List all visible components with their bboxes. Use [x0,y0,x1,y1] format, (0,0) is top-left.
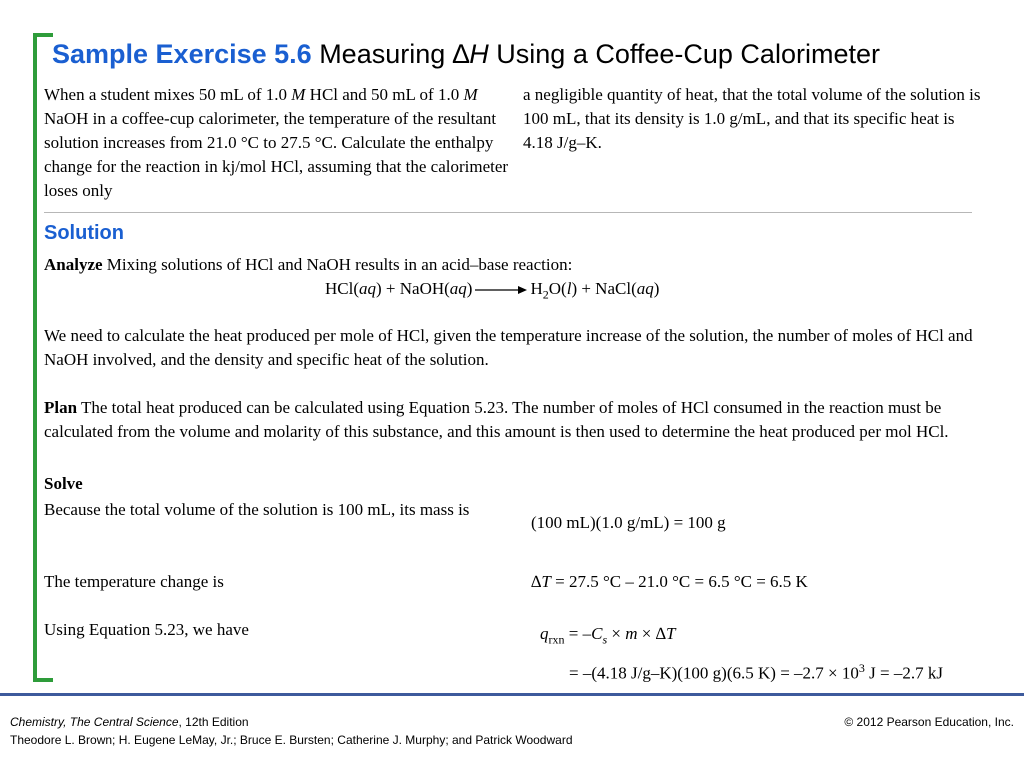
solve-step-1-equation: (100 mL)(1.0 g/mL) = 100 g [531,513,726,532]
solve-step-4-equation: = –(4.18 J/g–K)(100 g)(6.5 $K) = -2.7 \times 10^3$ J = –2.7 kJ [569,661,943,683]
problem-text-column-1: When a student mixes 50 mL of 1.0 M HCl and 50 mL of 1.0 M NaOH in a coffee-cup calorimeter, the temperature of the resultant solution increases from 21.0 °C to 27.5 °C. Calculate the enthalpy change for the reaction in kj/mol HCl, assuming that the calorimeter loses only [44,85,509,200]
divider [44,212,972,213]
page-title [52,39,880,70]
footer-authors: Theodore L. Brown; H. Eugene LeMay, Jr.; Bruce E. Bursten; Catherine J. Murphy; and Patrick Woodward [10,733,573,747]
solve-step-2-equation: ∆T = 27.5 °C – 21.0 °C = 6.5 °C = 6.5 K [531,572,808,591]
reaction-equation: HCl(aq) + NaOH(aq) $H_2O(l)$ + NaCl(aq) [325,279,660,302]
need-paragraph: We need to calculate the heat produced per mole of HCl, given the temperature increase of the solution, the number of moles of HCl and NaOH involved, and the density and specific heat of the solution. [44,326,973,369]
exercise-label: Sample Exercise 5.6 [52,39,312,69]
solve-step-3-equation: $q_{rxn} = -C_s \times m \times \Delta T$ [540,624,676,647]
solve-step-1-text: Because the total volume of the solution is 100 mL, its mass is [44,500,470,519]
plan-paragraph: Plan The total heat produced can be calculated using Equation 5.23. The number of moles of HCl consumed in the reaction must be calculated from the volume and molarity of this substance, and this amount is then used to determine the heat produced per mol HCl. [44,398,949,441]
reaction-arrow-icon [474,284,528,296]
solve-step-2-text: The temperature change is [44,572,224,591]
title-text: Measuring ∆H Using a Coffee-Cup Calorimeter [311,39,880,69]
footer-book: Chemistry, The Central Science, 12th Edition [10,715,249,729]
footer-divider [0,693,1024,696]
footer-copyright: © 2012 Pearson Education, Inc. [844,715,1014,729]
plan-label: Plan [44,398,78,417]
solution-heading: Solution [44,222,124,244]
analyze-label: Analyze [44,255,103,274]
solve-step-3-text: Using Equation 5.23, we have [44,620,249,639]
problem-text-column-2: a negligible quantity of heat, that the total volume of the solution is 100 mL, that its density is 1.0 g/mL, and that its specific heat is 4.18 J/g–K. [523,85,981,152]
solve-label: Solve [44,474,83,493]
analyze-paragraph: Analyze Mixing solutions of HCl and NaOH results in an acid–base reaction: [44,255,573,274]
